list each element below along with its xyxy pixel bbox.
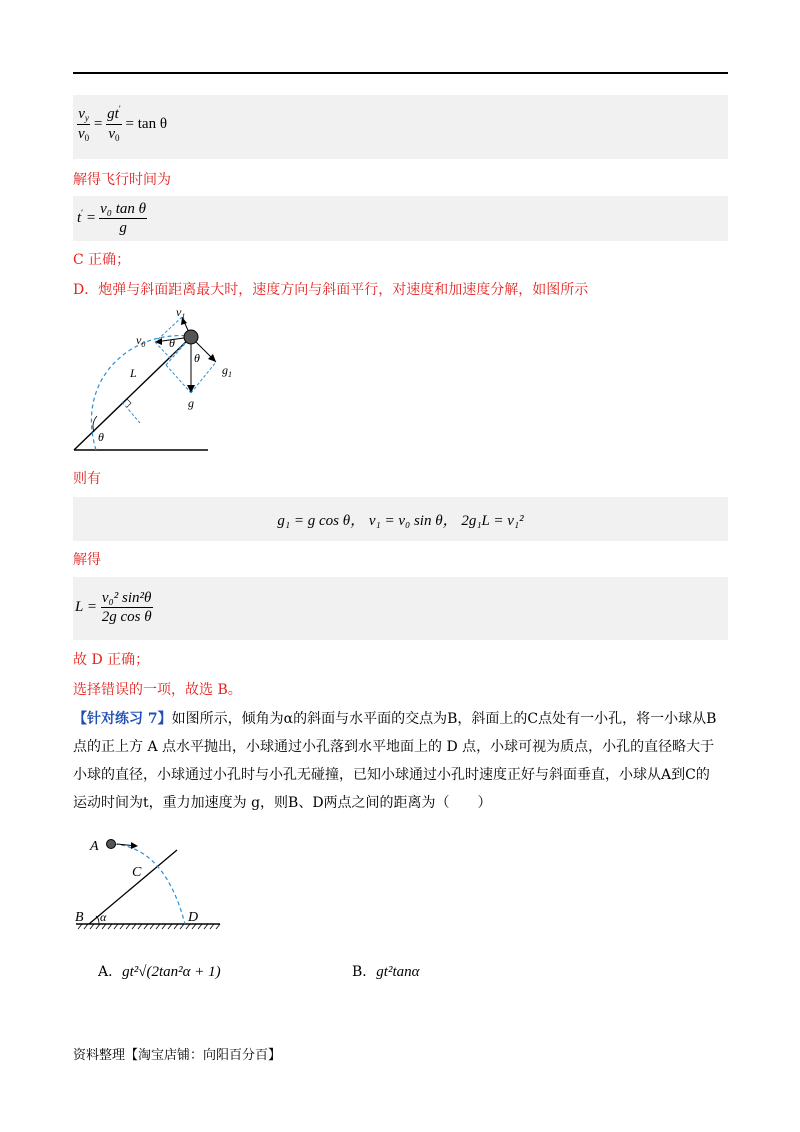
equation-box-2 (73, 196, 728, 241)
practice-tag: 【针对练习 7】 (73, 711, 172, 727)
fig1-theta-base: θ (98, 430, 104, 444)
fig2-A-label: A (90, 839, 99, 854)
eq-t: t (77, 209, 82, 226)
eq-v1: v₁ = v₀ sin θ， (368, 513, 458, 529)
fig1-g-label: g (188, 396, 194, 410)
equation-L (75, 589, 153, 626)
practice-line-3: 小球的直径，小球通过小孔时与小孔无碰撞，已知小球通过小孔时速度正好与斜面垂直，小球从A到C的 (73, 767, 710, 783)
equation-box-1 (73, 95, 728, 159)
option-b-formula: gt²tanα (376, 964, 420, 980)
text-flight-time: 解得飞行时间为 (73, 172, 171, 188)
text-then: 则有 (73, 471, 101, 487)
option-a-label: A． (98, 964, 123, 980)
eq-time-num: v₀ tan θ (100, 201, 147, 217)
eq-vy-sub: y (84, 113, 89, 123)
practice-question (73, 705, 733, 817)
eq-gt-prime: ′ (118, 104, 121, 114)
text-c-correct: C 正确； (73, 252, 131, 268)
option-a-formula: gt²√(2tan²α + 1) (122, 964, 221, 980)
eq-v0-den-sub: 0 (84, 133, 90, 143)
footer-source: 资料整理【淘宝店铺：向阳百分百】 (73, 1048, 282, 1063)
equation-components (73, 509, 728, 530)
equation-box-4 (73, 577, 728, 640)
figure-incline-hole (70, 830, 230, 935)
eq-vy-num: v (78, 106, 85, 122)
eq-t-prime: ′ (81, 207, 84, 218)
header-rule (73, 72, 728, 74)
eq-tan-rhs: = tan θ (125, 115, 168, 132)
practice-line-2: 点的正上方 A 点水平抛出，小球通过小孔落到水平地面上的 D 点，小球可视为质点，小孔的直径略大于 (73, 739, 715, 755)
fig1-v1-label: $v_1$ (176, 305, 186, 321)
eq-L-den: 2g cos θ (101, 609, 152, 625)
text-d-analysis: D．炮弹与斜面距离最大时，速度方向与斜面平行，对速度和加速度分解，如图所示 (73, 282, 589, 298)
eq-time-den: g (119, 220, 127, 236)
text-choose: 选择错误的一项，故选 B。 (73, 682, 242, 698)
fig1-L-label: L (130, 366, 137, 380)
text-solve: 解得 (73, 552, 101, 568)
eq-v0-den2: v (108, 126, 116, 142)
eq-g1: g₁ = g cos θ， (277, 513, 366, 529)
fig2-alpha-label: α (100, 910, 107, 924)
fig2-B-label: B (75, 910, 84, 925)
fig2-C-label: C (132, 865, 142, 880)
fig1-theta-b: θ (194, 351, 200, 365)
figure-incline-velocity (70, 300, 250, 455)
equation-time: t′ = $\frac{\text{v₀ tan θ}}{g}$ (77, 201, 147, 236)
practice-line-4: 运动时间为t，重力加速度为 g，则B、D两点之间的距离为（ ） (73, 795, 492, 811)
eq-L-num: v₀² sin²θ (101, 590, 152, 606)
fig1-g1-label: $g_1$ (222, 363, 232, 379)
fig2-D-label: D (188, 910, 199, 925)
eq-energy: 2g₁L = v₁² (461, 513, 524, 529)
eq-L-lhs: L = (75, 598, 97, 615)
fig1-theta-a: θ (169, 336, 175, 350)
eq-gt-num: gt (107, 106, 119, 122)
fig1-v0-label: $v_0$ (136, 333, 146, 349)
option-a[interactable] (98, 962, 221, 982)
text-d-correct: 故 D 正确； (73, 652, 150, 668)
equation-box-3 (73, 497, 728, 541)
option-b[interactable] (352, 962, 420, 982)
option-b-label: B． (352, 964, 377, 980)
equation-ratio: $\frac{v_y}{v_0}$ = $\frac{gt'}{v_0}$ = tan θ (78, 104, 168, 143)
eq-v0-den: v (78, 126, 85, 142)
practice-line-1: 【针对练习 7】如图所示，倾角为α的斜面与水平面的交点为B，斜面上的C点处有一小孔，将一小球从B (73, 711, 717, 727)
eq-v0-den2-sub: 0 (115, 133, 120, 143)
